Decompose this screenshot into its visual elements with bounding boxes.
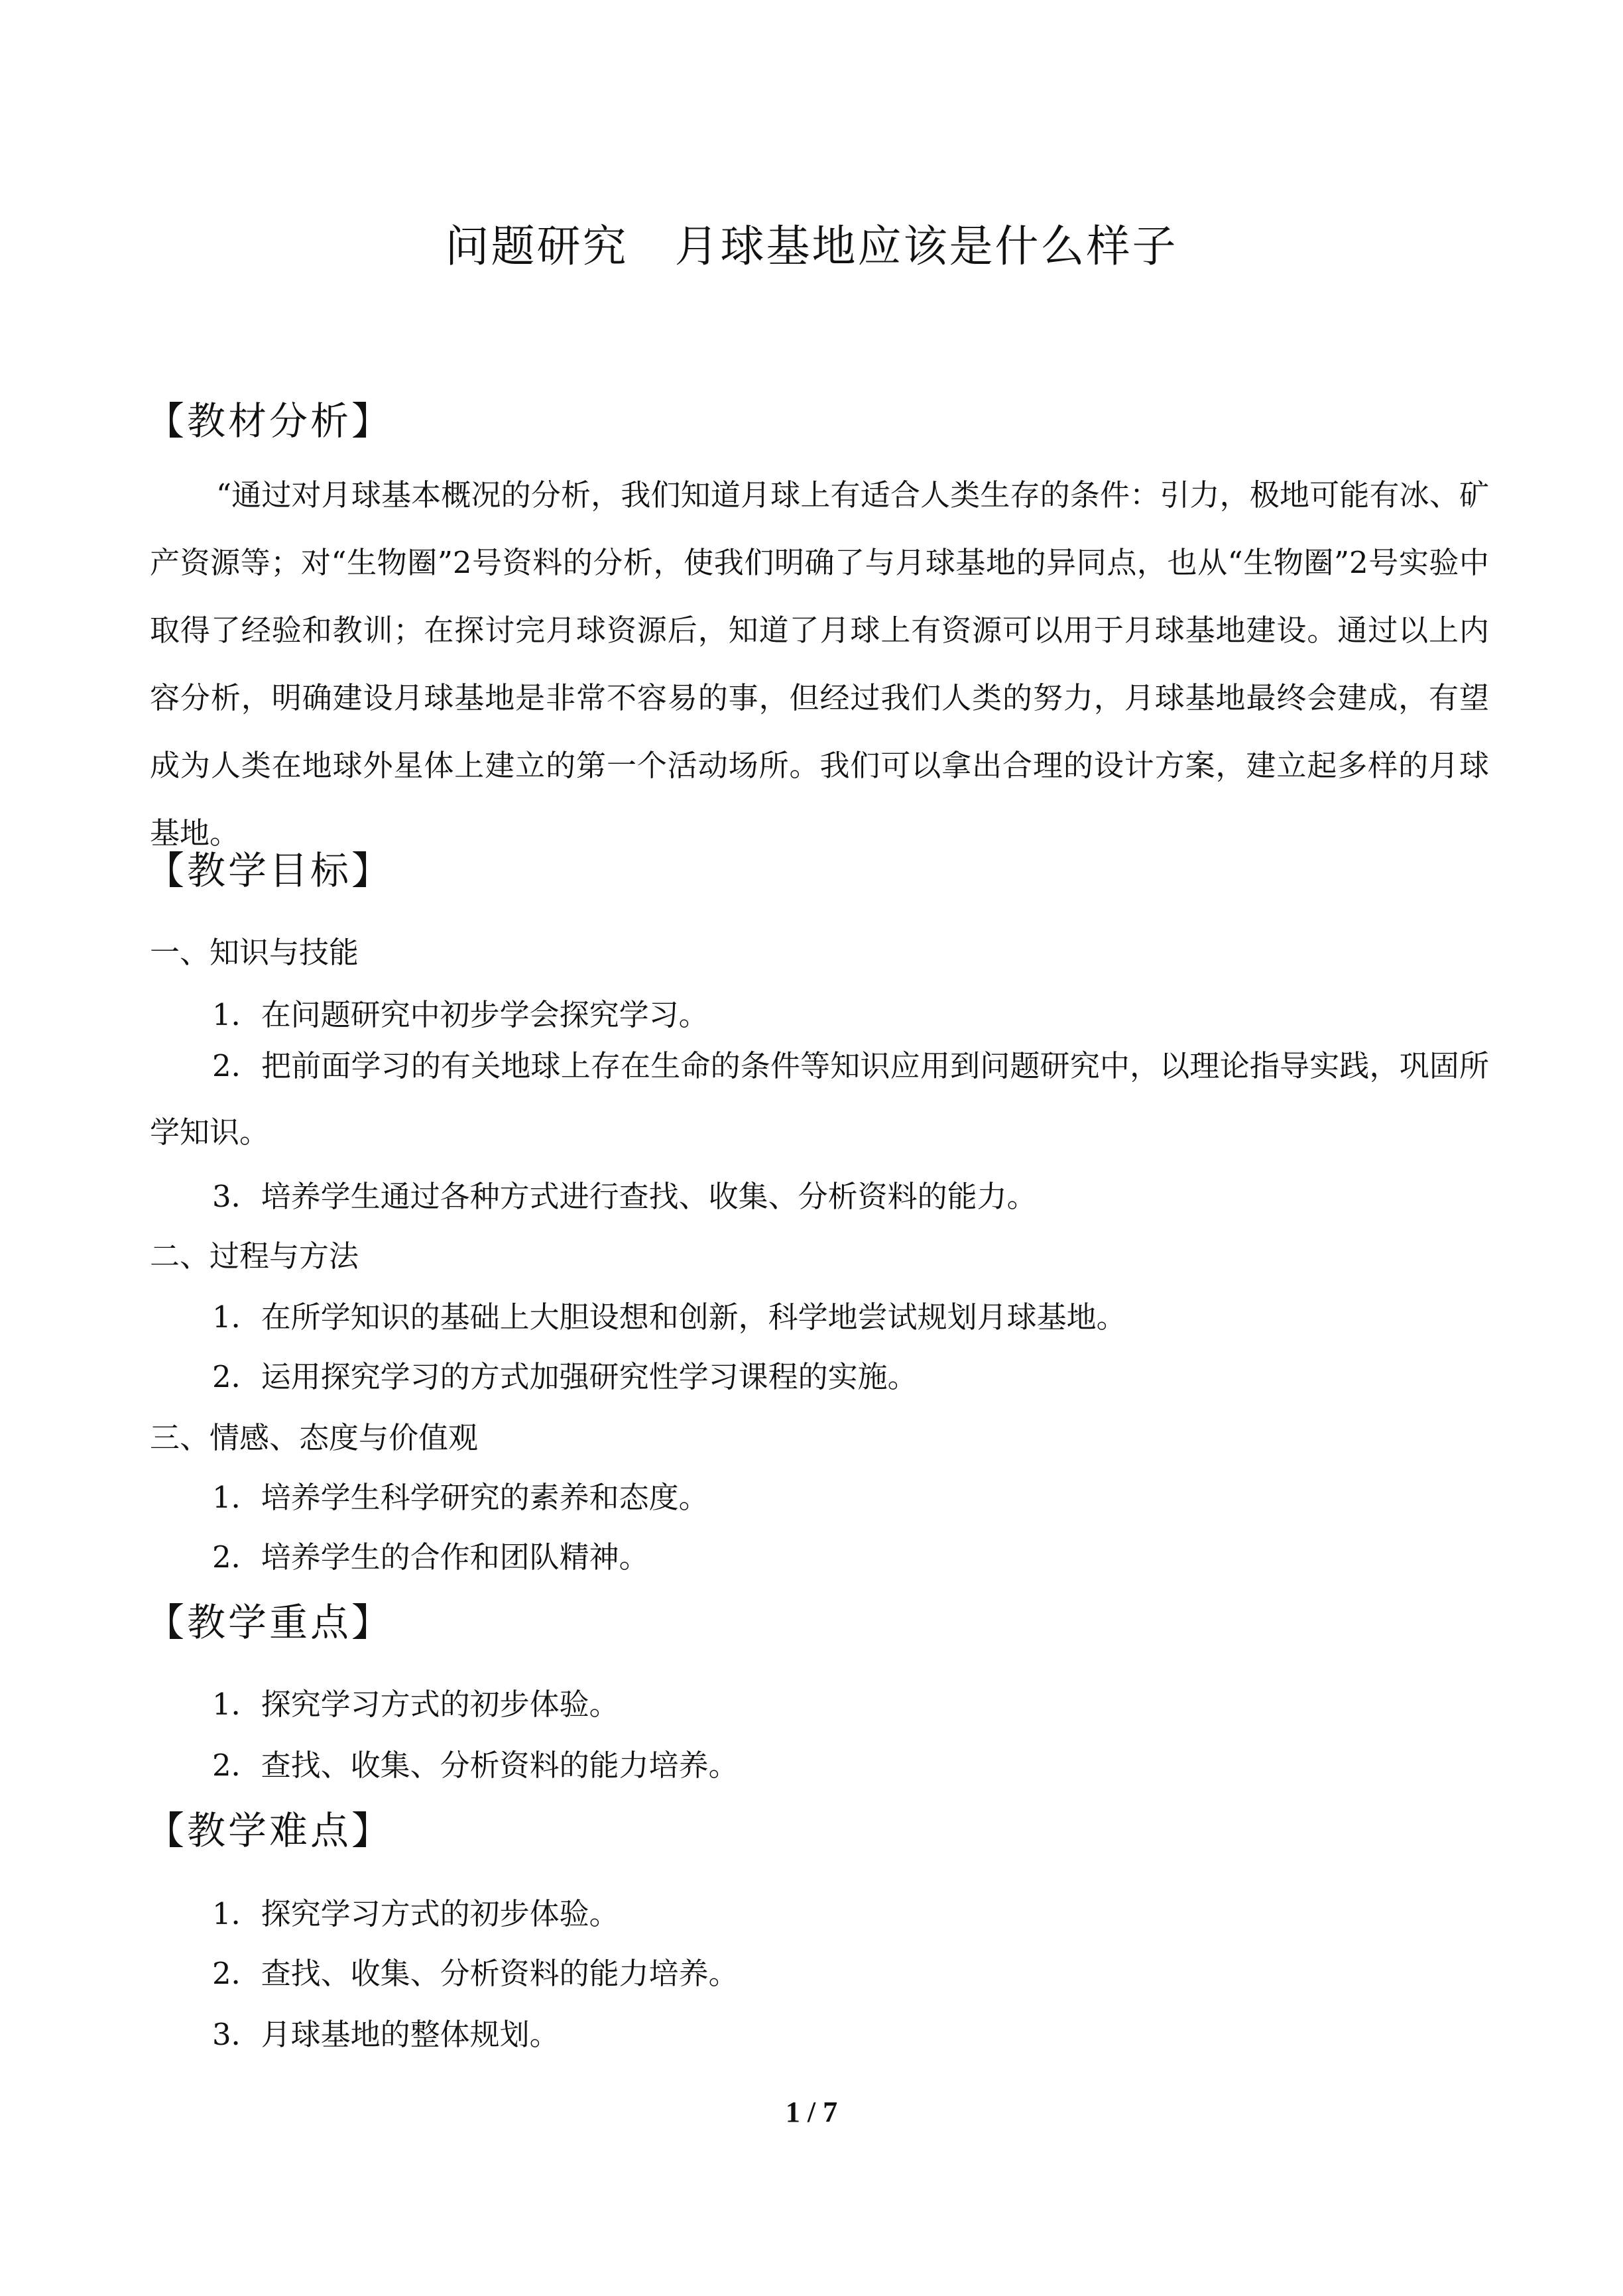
goal-item: 3．培养学生通过各种方式进行查找、收集、分析资料的能力。 xyxy=(212,1179,1037,1214)
title-part-2: 月球基地应该是什么样子 xyxy=(674,221,1178,272)
difficulty-item: 2．查找、收集、分析资料的能力培养。 xyxy=(212,1956,739,1991)
goal-item: 1．在所学知识的基础上大胆设想和创新，科学地尝试规划月球基地。 xyxy=(212,1299,1126,1335)
section-heading-difficulties: 【教学难点】 xyxy=(146,1808,393,1853)
goal-item: 2．把前面学习的有关地球上存在生命的条件等知识应用到问题研究中，以理论指导实践，巩固所学知识。 xyxy=(150,1048,1489,1150)
title-part-1: 问题研究 xyxy=(445,221,629,272)
document-title xyxy=(0,211,1623,274)
goal-item: 2．运用探究学习的方式加强研究性学习课程的实施。 xyxy=(212,1359,918,1394)
goal-item: 1．在问题研究中初步学会探究学习。 xyxy=(212,997,709,1032)
goal-item: 2．培养学生的合作和团队精神。 xyxy=(212,1540,649,1575)
key-point-item: 1．探究学习方式的初步体验。 xyxy=(212,1687,619,1722)
section-heading-analysis: 【教材分析】 xyxy=(146,398,393,444)
goal-group-label: 三、情感、态度与价值观 xyxy=(150,1420,479,1455)
page-number: 1 / 7 xyxy=(785,2096,838,2128)
difficulty-item: 1．探究学习方式的初步体验。 xyxy=(212,1896,619,1931)
key-point-item: 2．查找、收集、分析资料的能力培养。 xyxy=(212,1748,739,1783)
difficulty-item: 3．月球基地的整体规划。 xyxy=(212,2017,560,2052)
analysis-paragraph: “通过对月球基本概况的分析，我们知道月球上有适合人类生存的条件：引力，极地可能有冰、矿产资源等；对“生物圈”2号资料的分析，使我们明确了与月球基地的异同点，也从“生物圈”2号实验中取得了经验和教训；在探讨完月球资源后，知道了月球上有资源可以用于月球基地建设。通过以上内容分析，明确建设月球基地是非常不容易的事，但经过我们人类的努力，月球基地最终会建成，有望成为人类在地球外星体上建立的第一个活动场所。我们可以拿出合理的设计方案，建立起多样的月球基地。 xyxy=(150,477,1489,851)
section-heading-goals: 【教学目标】 xyxy=(146,848,393,893)
section-heading-key-points: 【教学重点】 xyxy=(146,1600,393,1645)
goal-item: 1．培养学生科学研究的素养和态度。 xyxy=(212,1480,709,1515)
goal-group-label: 二、过程与方法 xyxy=(150,1239,359,1274)
goal-group-label: 一、知识与技能 xyxy=(150,935,359,970)
